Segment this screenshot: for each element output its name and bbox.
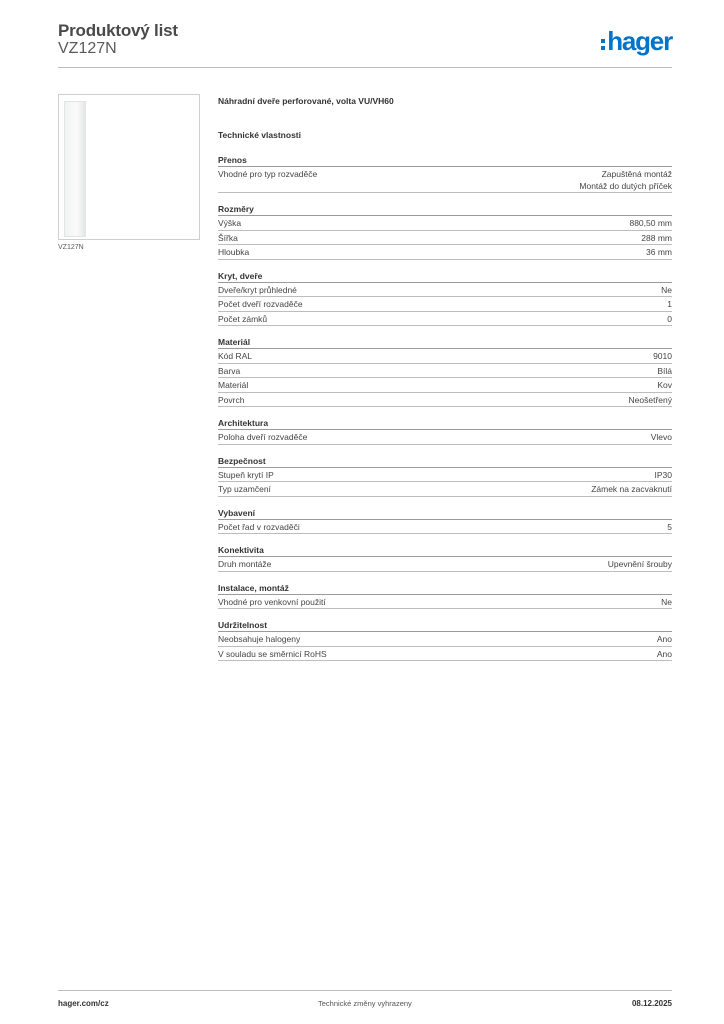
section-title: Instalace, montáž [218,583,672,595]
spec-label: Neobsahuje halogeny [218,634,301,644]
section-title: Udržitelnost [218,620,672,632]
spec-label: Výška [218,218,242,228]
spec-row [218,364,672,379]
spec-value-line: Montáž do dutých příček [579,180,672,191]
spec-label: Typ uzamčení [218,484,271,494]
spec-value [667,314,672,326]
logo-dots-icon [601,39,605,50]
product-image [58,94,200,240]
spec-value [661,285,672,297]
spec-value-line: Ne [661,596,672,607]
spec-section [218,337,672,407]
spec-label: Šířka [218,232,238,243]
spec-label: Počet zámků [218,313,268,324]
spec-value [629,218,672,230]
spec-label: Dveře/kryt průhledné [218,284,297,295]
spec-sections [218,155,672,661]
spec-label: Vhodné pro typ rozvaděče [218,169,318,179]
section-title: Kryt, dveře [218,271,672,283]
image-caption: VZ127N [58,244,84,251]
page-footer [58,990,672,1014]
section-title: Konektivita [218,545,672,557]
spec-value-line: IP30 [654,469,672,480]
section-title: Architektura [218,418,672,430]
spec-row [218,482,672,497]
spec-value [657,649,672,661]
spec-section [218,545,672,572]
spec-value-line: Zapuštěná montáž [601,169,672,179]
spec-label: Vhodné pro venkovní použití [218,596,326,607]
spec-label: Materiál [218,380,249,390]
spec-section [218,418,672,445]
spec-value-line: Bílá [657,365,672,376]
spec-value [591,484,672,496]
spec-value-line: 0 [667,313,672,324]
spec-value [641,233,672,245]
spec-label: Kód RAL [218,351,253,361]
product-name: Náhradní dveře perforované, volta VU/VH60 [218,96,394,106]
spec-value-line: 9010 [653,351,672,361]
spec-content [218,96,672,661]
spec-value [653,351,672,363]
footer-website: hager.com/cz [58,999,109,1008]
hager-logo [601,26,672,54]
logo-text: hager [607,26,672,56]
spec-value-line: 880,50 mm [629,218,672,228]
spec-value-line: Zámek na zacvaknutí [591,484,672,494]
spec-value [655,470,673,482]
spec-row [218,231,672,246]
spec-row [218,312,672,327]
spec-row [218,557,672,572]
spec-value-line: 5 [667,521,672,532]
spec-label: Počet dveří rozvaděče [218,299,303,309]
footer-note: Technické změny vyhrazeny [318,999,412,1008]
spec-row [218,520,672,535]
spec-label: Povrch [218,394,245,405]
spec-value-line: Kov [657,380,672,390]
page-header [58,20,672,68]
spec-row [218,297,672,312]
spec-value [657,634,672,646]
spec-section [218,204,672,260]
spec-value-line: 1 [667,299,672,309]
section-title: Vybavení [218,508,672,520]
spec-section [218,508,672,535]
spec-row [218,378,672,393]
spec-value [629,395,672,407]
section-title: Přenos [218,155,672,167]
page-title: Produktový list [58,21,178,40]
spec-value [579,169,672,192]
spec-value [667,299,672,311]
spec-value [657,380,672,392]
spec-value [608,559,672,571]
spec-value-line: Vlevo [650,432,672,442]
spec-label: Druh montáže [218,559,272,569]
spec-row [218,632,672,647]
spec-row [218,393,672,408]
spec-row [218,245,672,260]
tech-heading: Technické vlastnosti [218,130,301,140]
spec-section [218,620,672,661]
spec-value-line: Ne [661,284,672,295]
spec-value-line: 36 mm [646,247,672,257]
spec-row [218,216,672,231]
section-title: Bezpečnost [218,456,672,468]
spec-value [661,597,672,609]
spec-section [218,271,672,327]
footer-date: 08.12.2025 [631,999,672,1008]
spec-label: Barva [218,365,241,376]
spec-section [218,456,672,497]
spec-label: Stupeň krytí IP [218,469,274,480]
spec-value [651,432,672,444]
section-title: Materiál [218,337,672,349]
spec-label: Počet řad v rozvaděči [218,521,300,532]
spec-row [218,468,672,483]
spec-label: V souladu se směrnicí RoHS [218,648,327,659]
spec-value-line: 288 mm [641,232,672,243]
spec-row [218,595,672,610]
spec-row [218,647,672,662]
spec-value [657,366,672,378]
spec-label: Poloha dveří rozvaděče [218,432,308,442]
spec-label: Hloubka [218,247,250,257]
spec-value-line: Ano [656,634,672,644]
spec-row [218,283,672,298]
product-code: VZ127N [58,40,117,57]
spec-value-line: Upevnění šrouby [607,559,672,569]
spec-value [667,522,672,534]
door-panel-illustration [64,101,86,237]
section-title: Rozměry [218,204,672,216]
spec-row [218,167,672,193]
spec-section [218,155,672,193]
spec-value-line: Neošetřený [628,394,672,405]
spec-value-line: Ano [656,648,672,659]
spec-section [218,583,672,610]
spec-row [218,349,672,364]
spec-value [646,247,672,259]
spec-row [218,430,672,445]
